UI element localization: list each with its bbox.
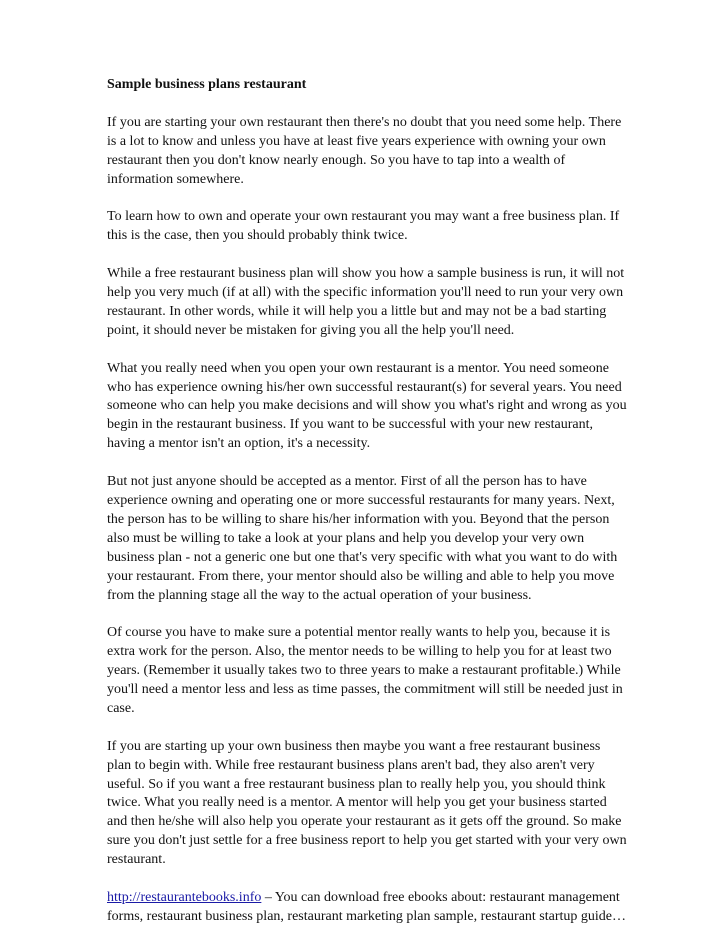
paragraph-4: What you really need when you open your own restaurant is a mentor. You need someone who has experience owning his/her own successful restaurant(s) for several years. You need someone who can help you make decisions and will show you what's right and wrong as you begin in the restaurant business. If you want to be successful with your new restaurant, having a mentor isn't an option, it's a necessity. [107,360,627,452]
document-title: Sample business plans restaurant [107,77,307,92]
restaurantebooks-link[interactable]: http://restaurantebooks.info [107,889,262,905]
footer-paragraph [107,889,627,927]
paragraph-6: Of course you have to make sure a potential mentor really wants to help you, because it is extra work for the person. Also, the mentor needs to be willing to help you for at least two years. (Remember it usually takes two to three years to make a restaurant profitable.) While you'll need a mentor less and less as time passes, the commitment will still be needed just in case. [107,625,623,716]
footer-description: – You can download free ebooks about: restaurant management forms, restaurant business plan, restaurant marketing plan sample, restaurant startup guide… [107,889,627,924]
document-page [107,76,627,946]
paragraph-2: To learn how to own and operate your own restaurant you may want a free business plan. If this is the case, then you should probably think twice. [107,209,620,244]
paragraph-3: While a free restaurant business plan will show you how a sample business is run, it will not help you very much (if at all) with the specific information you'll need to run your very own restaurant. In other words, while it will help you a little but and may not be a bad starting point, it should never be mistaken for giving you all the help you'll need. [107,266,625,338]
paragraph-1: If you are starting your own restaurant then there's no doubt that you need some help. There is a lot to know and unless you have at least five years experience with owning your own restaurant then you don't know nearly enough. So you have to tap into a wealth of information somewhere. [107,114,622,187]
paragraph-7: If you are starting up your own business then maybe you want a free restaurant business plan to begin with. While free restaurant business plans aren't bad, they also aren't very useful. So if you want a free restaurant business plan to really help you, you should think twice. What you really need is a mentor. A mentor will help you get your business started and then he/she will also help you operate your restaurant as it gets off the ground. So make sure you don't just settle for a free business report to help you get started with your very own restaurant. [107,738,627,868]
paragraph-5: But not just anyone should be accepted as a mentor. First of all the person has to have experience owning and operating one or more successful restaurants for many years. Next, the person has to be willing to share his/her information with you. Beyond that the person also must be willing to take a look at your plans and help you develop your very own business plan - not a generic one but one that's very specific with what you want to do with your restaurant. From there, your mentor should also be willing and able to help you move from the planning stage all the way to the actual operation of your business. [107,474,618,603]
